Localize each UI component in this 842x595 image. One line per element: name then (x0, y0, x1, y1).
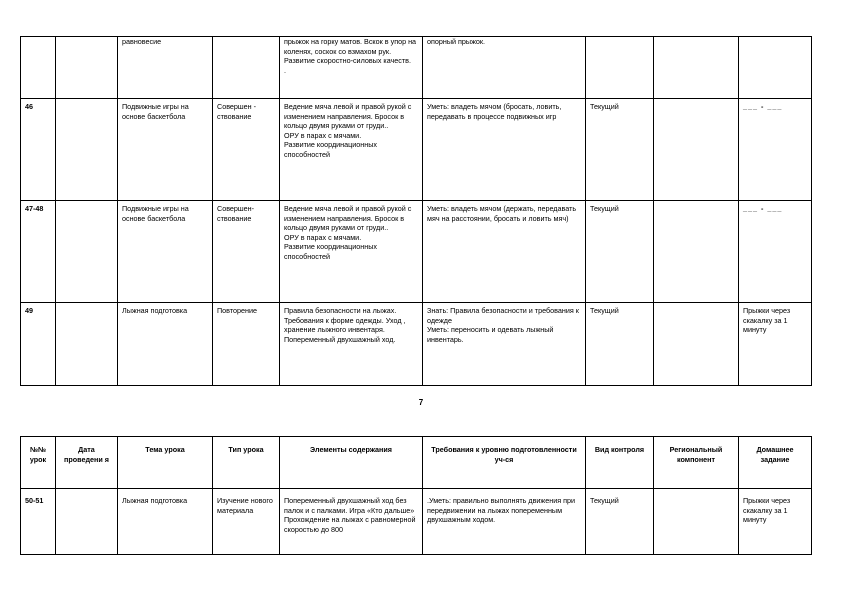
header-content: Элементы содержания (280, 437, 423, 489)
content-elements (280, 489, 423, 555)
content-text: Попеременный двухшажный ход без палок и с палками. Игра «Кто дальше» Прохождение на лыжах с равномерной скоростью до 800 (284, 496, 416, 534)
header-lesson-number: №№ урок (21, 437, 56, 489)
lesson-type: Совершен - ствование (213, 99, 280, 201)
lesson-number: 50-51 (21, 489, 56, 555)
lesson-date (56, 303, 118, 386)
table-row (21, 201, 812, 303)
regional-component (654, 99, 739, 201)
header-topic: Тема урока (118, 437, 213, 489)
control-type: Текущий (586, 201, 654, 303)
content-elements (280, 37, 423, 99)
lesson-date (56, 489, 118, 555)
lesson-number (21, 37, 56, 99)
lesson-type: Изучение нового материала (213, 489, 280, 555)
header-requirements: Требования к уровню подготовленности уч-ся (423, 437, 586, 489)
header-control: Вид контроля (586, 437, 654, 489)
homework: ___ - ___ (739, 99, 812, 201)
header-date: Дата проведени я (56, 437, 118, 489)
requirements-text: Знать: Правила безопасности и требования к одежде Уметь: переносить и одевать лыжный инвентарь. (427, 306, 579, 344)
lesson-plan-table-continued (20, 36, 812, 386)
regional-component (654, 489, 739, 555)
lesson-date (56, 99, 118, 201)
header-type: Тип урока (213, 437, 280, 489)
regional-component (654, 37, 739, 99)
lesson-topic: Подвижные игры на основе баскетбола (118, 99, 213, 201)
requirements: Уметь: владеть мячом (бросать, ловить, передавать в процессе подвижных игр (423, 99, 586, 201)
lesson-date (56, 201, 118, 303)
content-text: Правила безопасности на лыжах. Требования к форме одежды. Уход , хранение лыжного инвентаря. Попеременный двухшажный ход. (284, 306, 406, 344)
lesson-number: 47-48 (21, 201, 56, 303)
content-elements (280, 99, 423, 201)
requirements (423, 303, 586, 386)
regional-component (654, 303, 739, 386)
lesson-plan-table (20, 436, 812, 555)
control-type: Текущий (586, 99, 654, 201)
table-row (21, 37, 812, 99)
homework: Прыжки через скакалку за 1 минуту (739, 489, 812, 555)
lesson-topic: Лыжная подготовка (118, 489, 213, 555)
homework (739, 37, 812, 99)
requirements: опорный прыжок. (423, 37, 586, 99)
content-elements (280, 201, 423, 303)
content-text: Ведение мяча левой и правой рукой с изменением направления. Бросок в кольцо двумя руками от груди.. ОРУ в парах с мячами. Развитие координационных способностей (284, 102, 412, 159)
control-type: Текущий (586, 489, 654, 555)
content-text: Ведение мяча левой и правой рукой с изменением направления. Бросок в кольцо двумя руками от груди.. ОРУ в парах с мячами. Развитие координационных способностей (284, 204, 412, 261)
header-regional: Региональный компонент (654, 437, 739, 489)
lesson-number: 46 (21, 99, 56, 201)
requirements: .Уметь: правильно выполнять движения при передвижении на лыжах попеременным двухшажным ходом. (423, 489, 586, 555)
regional-component (654, 201, 739, 303)
page-number: 7 (418, 398, 424, 407)
lesson-topic: равновесие (118, 37, 213, 99)
table-row (21, 303, 812, 386)
content-text: прыжок на горку матов. Вскок в упор на коленях, соскок со взмахом рук. Развитие скоростно-силовых качеств. . (284, 37, 417, 75)
lesson-topic: Подвижные игры на основе баскетбола (118, 201, 213, 303)
homework: ___ - ___ (739, 201, 812, 303)
header-homework: Домашнее задание (739, 437, 812, 489)
content-elements (280, 303, 423, 386)
lesson-topic: Лыжная подготовка (118, 303, 213, 386)
table-header-row (21, 437, 812, 489)
homework: Прыжки через скакалку за 1 минуту (739, 303, 812, 386)
table-row (21, 489, 812, 555)
control-type: Текущий (586, 303, 654, 386)
lesson-type: Повторение (213, 303, 280, 386)
lesson-number: 49 (21, 303, 56, 386)
table-row (21, 99, 812, 201)
requirements: Уметь: владеть мячом (держать, передавать мяч на расстоянии, бросать и ловить мяч) (423, 201, 586, 303)
lesson-type: Совершен-ствование (213, 201, 280, 303)
lesson-type (213, 37, 280, 99)
lesson-date (56, 37, 118, 99)
control-type (586, 37, 654, 99)
